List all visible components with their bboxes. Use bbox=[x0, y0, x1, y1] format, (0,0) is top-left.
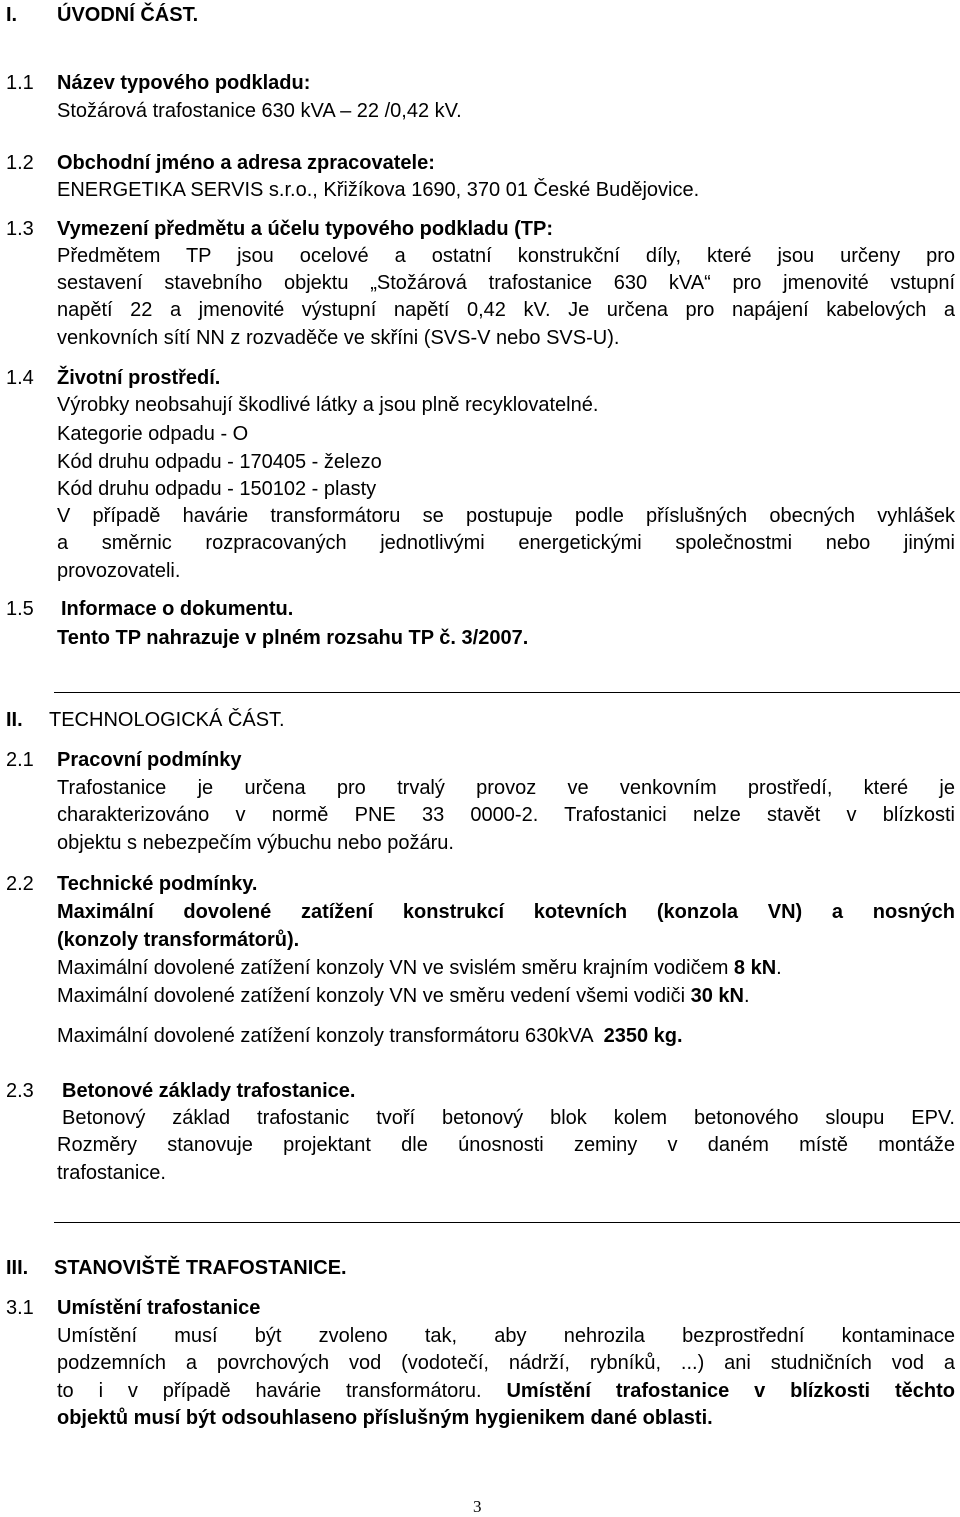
load-transformer-label: Maximální dovolené zatížení konzoly transformátoru 630kVA bbox=[57, 1025, 604, 1047]
divider-line bbox=[54, 692, 960, 693]
section-1-3-line-2: sestavení stavebního objektu „Stožárová trafostanice 630 kVA“ pro jmenovité vstupní bbox=[57, 272, 955, 294]
load-vertical-value: 8 kN bbox=[733, 957, 777, 979]
section-2-2-load-line: Maximální dovolené zatížení konzoly VN ve směru vedení všemi vodiči 30 kN. bbox=[57, 985, 750, 1007]
section-2-1-number: 2.1 bbox=[6, 749, 34, 771]
divider-line-2 bbox=[54, 1222, 960, 1223]
section-2-3-line-1: Betonový základ trafostanic tvoří betonový blok kolem betonového sloupu EPV. bbox=[62, 1107, 955, 1129]
section-2-3-line-3: trafostanice. bbox=[57, 1162, 166, 1184]
section-2-2-load-transformer bbox=[57, 1025, 683, 1048]
section-1-3-line-1: Předmětem TP jsou ocelové a ostatní konstrukční díly, které jsou určeny pro bbox=[57, 245, 955, 267]
section-3-1-number: 3.1 bbox=[6, 1297, 34, 1319]
section-2-2-number: 2.2 bbox=[6, 873, 34, 895]
section-1-4-line-1: Výrobky neobsahují škodlivé látky a jsou plně recyklovatelné. bbox=[57, 394, 599, 416]
section-1-4-line-6: a směrnic rozpracovaných jednotlivými energetickými společnostmi nebo jinými bbox=[57, 532, 955, 554]
section-1-3-heading: Vymezení předmětu a účelu typového podkladu (TP: bbox=[57, 218, 554, 240]
part-1-title: ÚVODNÍ ČÁST. bbox=[57, 4, 199, 26]
section-3-1-line-1: Umístění musí být zvoleno tak, aby nehrozila bezprostřední kontaminace bbox=[57, 1325, 955, 1347]
section-1-4-line-7: provozovateli. bbox=[57, 560, 181, 582]
section-1-1-number: 1.1 bbox=[6, 72, 34, 94]
load-line-label: Maximální dovolené zatížení konzoly VN ve směru vedení všemi vodiči bbox=[57, 985, 691, 1007]
section-1-3-line-4: venkovních sítí NN z rozvaděče ve skříni (SVS-V nebo SVS-U). bbox=[57, 327, 620, 349]
part-3-roman: III. bbox=[6, 1257, 29, 1279]
part-3-title: STANOVIŠTĚ TRAFOSTANICE. bbox=[54, 1257, 347, 1279]
section-1-4-line-2: Kategorie odpadu - O bbox=[57, 423, 249, 445]
section-1-2-number: 1.2 bbox=[6, 152, 34, 174]
page-number: 3 bbox=[473, 1497, 482, 1516]
section-1-5-number: 1.5 bbox=[6, 598, 34, 620]
section-3-1-heading: Umístění trafostanice bbox=[57, 1297, 261, 1319]
section-1-3-number: 1.3 bbox=[6, 218, 34, 240]
section-3-1-line-2: podzemních a povrchových vod (vodotečí, nádrží, rybníků, ...) ani studničních vod a bbox=[57, 1352, 955, 1374]
section-1-1-text: Stožárová trafostanice 630 kVA – 22 /0,42 kV. bbox=[57, 100, 462, 122]
section-1-4-number: 1.4 bbox=[6, 367, 34, 389]
section-2-1-line-1: Trafostanice je určena pro trvalý provoz ve venkovním prostředí, které je bbox=[57, 777, 955, 799]
load-vertical-label: Maximální dovolené zatížení konzoly VN ve svislém směru krajním vodičem bbox=[57, 957, 734, 979]
section-2-2-load-vertical: Maximální dovolené zatížení konzoly VN ve svislém směru krajním vodičem 8 kN. bbox=[57, 957, 782, 979]
section-3-1-line-3 bbox=[57, 1380, 955, 1403]
section-2-2-heading: Technické podmínky. bbox=[57, 873, 258, 895]
section-2-1-line-2: charakterizováno v normě PNE 33 0000-2. Trafostanici nelze stavět v blízkosti bbox=[57, 804, 955, 826]
section-2-1-line-3: objektu s nebezpečím výbuchu nebo požáru. bbox=[57, 832, 454, 854]
section-3-1-line-4: objektů musí být odsouhlaseno příslušným hygienikem dané oblasti. bbox=[57, 1407, 713, 1429]
section-2-3-heading: Betonové základy trafostanice. bbox=[62, 1080, 356, 1102]
load-transformer-value: 2350 kg. bbox=[603, 1025, 683, 1047]
section-2-2-bold-line-1: Maximální dovolené zatížení konstrukcí kotevních (konzola VN) a nosných bbox=[57, 901, 955, 923]
part-1-roman: I. bbox=[6, 4, 18, 26]
section-1-4-line-3: Kód druhu odpadu - 170405 - železo bbox=[57, 451, 382, 473]
section-1-5-text: Tento TP nahrazuje v plném rozsahu TP č. 3/2007. bbox=[57, 627, 529, 649]
section-1-4-line-5: V případě havárie transformátoru se postupuje podle příslušných obecných vyhlášek bbox=[57, 505, 955, 527]
part-2-roman: II. bbox=[6, 709, 23, 731]
section-3-1-line-3-bold: Umístění trafostanice v blízkosti těchto bbox=[506, 1380, 955, 1402]
section-1-2-heading: Obchodní jméno a adresa zpracovatele: bbox=[57, 152, 435, 174]
part-2-title: TECHNOLOGICKÁ ČÁST. bbox=[49, 709, 285, 731]
section-2-1-heading: Pracovní podmínky bbox=[57, 749, 242, 771]
section-1-4-heading: Životní prostředí. bbox=[57, 367, 221, 389]
section-1-2-text: ENERGETIKA SERVIS s.r.o., Křižíkova 1690, 370 01 České Budějovice. bbox=[57, 179, 700, 201]
section-2-3-number: 2.3 bbox=[6, 1080, 34, 1102]
section-1-4-line-4: Kód druhu odpadu - 150102 - plasty bbox=[57, 478, 377, 500]
section-2-2-bold-line-2: (konzoly transformátorů). bbox=[57, 929, 300, 951]
section-2-3-line-2: Rozměry stanovuje projektant dle únosnosti zeminy v daném místě montáže bbox=[57, 1134, 955, 1156]
section-1-1-heading: Název typového podkladu: bbox=[57, 72, 311, 94]
load-line-value: 30 kN bbox=[690, 985, 744, 1007]
section-1-5-heading: Informace o dokumentu. bbox=[61, 598, 294, 620]
section-3-1-line-3-plain: to i v případě havárie transformátoru. bbox=[57, 1380, 507, 1402]
section-1-3-line-3: napětí 22 a jmenovité výstupní napětí 0,42 kV. Je určena pro napájení kabelových a bbox=[57, 299, 955, 321]
